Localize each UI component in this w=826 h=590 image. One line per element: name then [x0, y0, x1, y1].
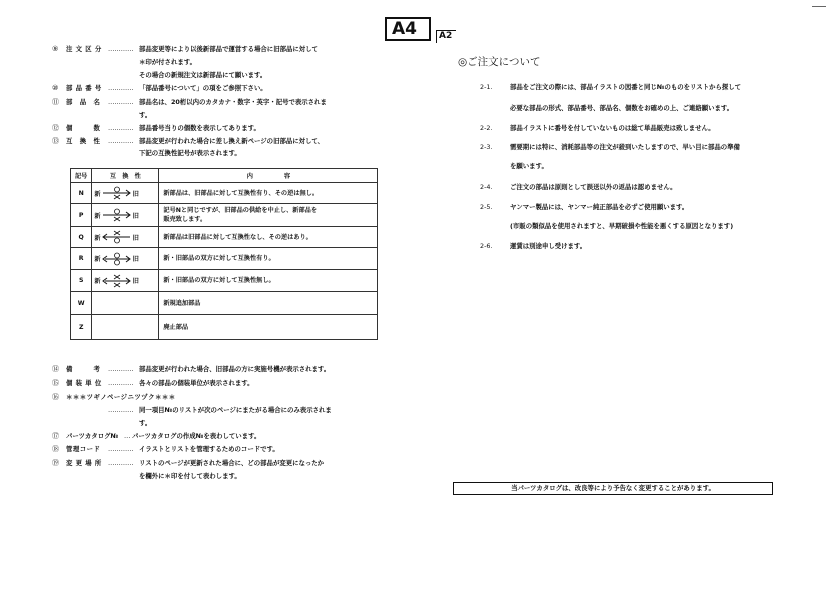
item-dots: …………	[108, 137, 134, 145]
row-desc: 新・旧部品の双方に対して互換性無し。	[159, 270, 378, 292]
item-number: ⑯	[52, 393, 59, 401]
compatibility-table	[70, 168, 378, 340]
section-title: ◎ご注文について	[458, 56, 541, 68]
order-item-number: 2-1.	[480, 83, 493, 91]
order-item-text: 部品イラストに番号を付していないものは総て単品販売は致しません。	[510, 124, 715, 132]
item-label: 個 数	[66, 124, 101, 132]
item-text: ＊印が付されます。	[139, 58, 197, 66]
item-label: 注 文 区 分	[66, 45, 102, 53]
item-number: ⑫	[52, 124, 59, 132]
item-label: 部 品 名	[66, 98, 101, 106]
compat-p-symbol-icon	[102, 208, 132, 222]
row-code: S	[71, 270, 92, 292]
item-text: を欄外に＊印を付して表わします。	[139, 472, 241, 480]
page-tag-sub: A2	[436, 30, 456, 43]
row-code: Z	[71, 315, 92, 340]
row-desc: 新部品は、旧部品に対して互換性有り、その逆は無し。	[159, 183, 378, 204]
order-item-text: 需要期には特に、消耗部品等の注文が殺到いたしますので、早い目に部品の準備	[510, 143, 740, 151]
compat-r-symbol-icon	[102, 252, 132, 266]
row-desc: 新・旧部品の双方に対して互換性有り。	[159, 248, 378, 270]
item-text: す。	[139, 111, 152, 119]
row-code: W	[71, 292, 92, 315]
item-text: 部品名は、20桁以内のカタカナ・数字・英字・記号で表示されま	[139, 98, 327, 106]
item-number: ⑪	[52, 98, 59, 106]
order-item-text: を願います。	[510, 162, 548, 170]
row-desc: 廃止部品	[159, 315, 378, 340]
order-item-number: 2-6.	[480, 242, 493, 250]
row-code: P	[71, 204, 92, 227]
item-label: 部 品 番 号	[66, 84, 102, 92]
item-text: パーツカタログの作成№を表わしています。	[132, 432, 261, 440]
row-code: N	[71, 183, 92, 204]
item-dots: …………	[108, 45, 134, 53]
compat-s-symbol-icon	[102, 274, 132, 288]
new-label: 新	[94, 190, 101, 198]
item-number: ⑮	[52, 379, 59, 387]
item-number: ⑰	[52, 432, 59, 440]
item-text: 「部品番号について」の項をご参照下さい。	[139, 84, 267, 92]
item-dots: …	[124, 432, 131, 440]
item-number: ⑲	[52, 459, 59, 467]
item-dots: …………	[108, 459, 134, 467]
compat-n-symbol-icon	[102, 186, 132, 200]
order-item-text: 運賃は別途申し受けます。	[510, 242, 587, 250]
item-label: 互 換 性	[66, 137, 101, 145]
item-text: その場合の新規注文は新部品にて願います。	[139, 71, 267, 79]
order-item-number: 2-4.	[480, 183, 493, 191]
item-number: ⑭	[52, 365, 59, 373]
table-header-row	[71, 169, 378, 183]
table-row	[71, 183, 378, 204]
compat-symbol: 新 旧	[92, 227, 159, 248]
item-dots: …………	[108, 365, 134, 373]
table-row	[71, 270, 378, 292]
header-code: 記号	[71, 169, 92, 183]
page-tag-main: A4	[385, 17, 431, 41]
order-item-text: (市販の類似品を使用されますと、早期破損や性能を悪くする原因となります)	[510, 222, 734, 230]
item-dots: …………	[108, 379, 134, 387]
table-row	[71, 292, 378, 315]
item-text: 部品変更等により以後新部品で運営する場合に旧部品に対して	[139, 45, 318, 53]
notice-box: 当パーツカタログは、改良等により予告なく変更することがあります。	[453, 482, 773, 495]
old-label: 旧	[132, 190, 139, 198]
table-row	[71, 315, 378, 340]
table-row	[71, 248, 378, 270]
item-dots: …………	[108, 445, 134, 453]
order-item-text: ヤンマー製品には、ヤンマー純正部品を必ずご使用願います。	[510, 203, 689, 211]
item-text: 部品変更が行われた場合、旧部品の方に実施号機が表示されます。	[139, 365, 331, 373]
item-text: リストのページが更新された場合に、どの部品が変更になったか	[139, 459, 325, 467]
item-label: 備 考	[66, 365, 101, 373]
compat-symbol: 新 旧	[92, 204, 159, 227]
item-text: す。	[139, 419, 152, 427]
item-number: ⑩	[52, 84, 59, 92]
item-text: 部品変更が行われた場合に差し換え新ページの旧部品に対して、	[139, 137, 325, 145]
row-desc: 新部品は旧部品に対して互換性なし、その逆はあり。	[159, 227, 378, 248]
item-text: イラストとリストを管理するためのコードです。	[139, 445, 279, 453]
item-text: 各々の部品の個装単位が表示されます。	[139, 379, 254, 387]
header-desc: 内 容	[159, 169, 378, 183]
table-row	[71, 204, 378, 227]
compat-symbol: 新 旧	[92, 248, 159, 270]
item-dots: …………	[108, 98, 134, 106]
item-dots: …………	[108, 406, 134, 414]
compat-symbol	[92, 183, 159, 204]
item-dots: …………	[108, 84, 134, 92]
order-item-text: 部品をご注文の際には、部品イラストの図番と同じ№のものをリストから探して	[510, 83, 742, 91]
item-number: ⑨	[52, 45, 59, 53]
item-label: 変 更 場 所	[66, 459, 102, 467]
item-label: 管理コード	[66, 445, 101, 453]
item-text: 部品番号当りの個数を表示してあります。	[139, 124, 260, 132]
item-text: 同一項目№のリストが次のページにまたがる場合にのみ表示されま	[139, 406, 332, 414]
corner-mark	[812, 6, 826, 7]
item-label: パーツカタログ№	[66, 432, 119, 440]
item-label: 個 装 単 位	[66, 379, 102, 387]
order-item-text: 必要な部品の形式、部品番号、部品名、個数をお確めの上、ご連絡願います。	[510, 104, 734, 112]
compat-symbol-empty	[92, 292, 159, 315]
compat-symbol: 新 旧	[92, 270, 159, 292]
order-item-number: 2-3.	[480, 143, 493, 151]
order-item-number: 2-2.	[480, 124, 493, 132]
table-row	[71, 227, 378, 248]
item-dots: …………	[108, 124, 134, 132]
order-item-number: 2-5.	[480, 203, 493, 211]
header-compat: 互 換 性	[92, 169, 159, 183]
order-item-text: ご注文の部品は原則として誤送以外の返品は認めません。	[510, 183, 677, 191]
compat-q-symbol-icon	[102, 230, 132, 244]
row-desc: 記号Nと同じですが、旧部品の供給を中止し、新部品を 販売致します。	[159, 204, 378, 227]
item-text: 下記の互換性記号が表示されます。	[139, 149, 241, 157]
row-code: R	[71, 248, 92, 270]
item-label: ＊＊＊ツギノページニツヅク＊＊＊	[66, 393, 176, 401]
item-number: ⑬	[52, 137, 59, 145]
item-number: ⑱	[52, 445, 59, 453]
row-desc: 新規追加部品	[159, 292, 378, 315]
compat-symbol-empty	[92, 315, 159, 340]
row-code: Q	[71, 227, 92, 248]
